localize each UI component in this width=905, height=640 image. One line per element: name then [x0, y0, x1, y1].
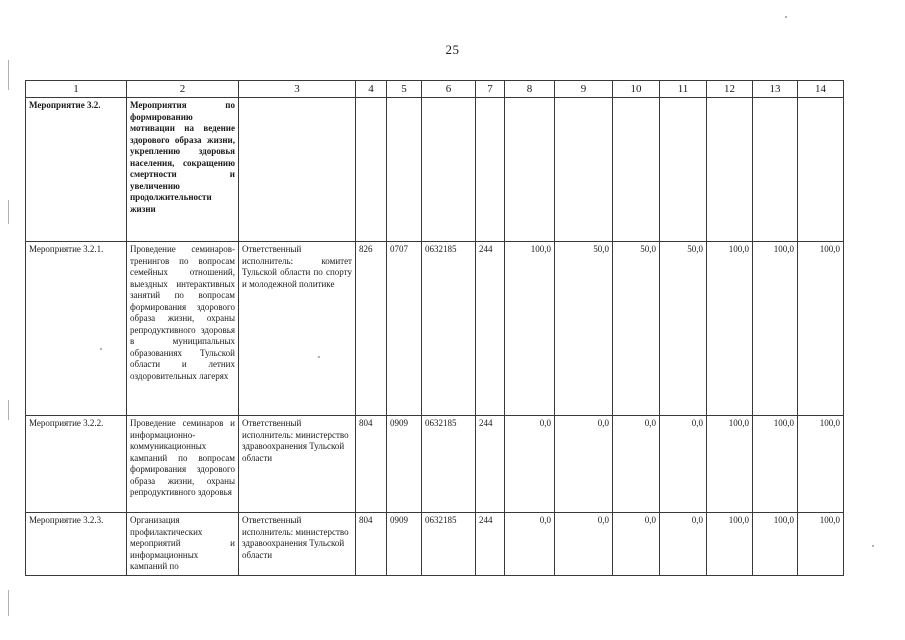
funding-value: 50,0 [660, 242, 707, 416]
activity-id: Мероприятие 3.2.1. [26, 242, 127, 416]
budget-code-ministry [356, 98, 387, 242]
funding-value: 100,0 [505, 242, 555, 416]
budget-code-ministry: 804 [356, 416, 387, 513]
budget-code-expense-type [476, 98, 505, 242]
funding-value [555, 98, 613, 242]
budget-code-section: 0909 [387, 416, 422, 513]
funding-value: 100,0 [798, 242, 844, 416]
funding-value: 50,0 [613, 242, 660, 416]
budget-code-expense-type: 244 [476, 513, 505, 576]
column-header: 12 [707, 81, 753, 98]
table-row [26, 242, 844, 416]
funding-value: 0,0 [505, 416, 555, 513]
budget-code-section: 0909 [387, 513, 422, 576]
scan-edge-mark [8, 200, 9, 224]
funding-value: 0,0 [660, 513, 707, 576]
funding-value [660, 98, 707, 242]
funding-value: 0,0 [555, 513, 613, 576]
column-header: 14 [798, 81, 844, 98]
scan-speck [318, 356, 320, 358]
activity-name: Проведение семинаров-тренингов по вопросам семейных отношений, выездных интерактивных занятий по вопросам формирования здорового образа жизни, охраны репродуктивного здоровья в муниципальных образованиях Тульской области и летних оздоровительных лагерях [127, 242, 239, 416]
funding-value: 0,0 [505, 513, 555, 576]
activity-id: Мероприятие 3.2.2. [26, 416, 127, 513]
column-header: 11 [660, 81, 707, 98]
header-row [26, 81, 844, 98]
activity-executor: Ответственный исполнитель: министерство здравоохранения Тульской области [239, 513, 356, 576]
funding-value: 0,0 [613, 513, 660, 576]
column-header: 10 [613, 81, 660, 98]
scan-speck [785, 16, 787, 18]
budget-code-section: 0707 [387, 242, 422, 416]
activity-executor [239, 98, 356, 242]
column-header: 2 [127, 81, 239, 98]
column-header: 13 [753, 81, 798, 98]
column-header: 3 [239, 81, 356, 98]
funding-value [753, 98, 798, 242]
table-row [26, 98, 844, 242]
scan-speck [872, 545, 874, 547]
funding-value: 0,0 [555, 416, 613, 513]
budget-code-ministry: 804 [356, 513, 387, 576]
scan-speck [100, 348, 102, 350]
funding-value [707, 98, 753, 242]
column-header: 8 [505, 81, 555, 98]
funding-value [798, 98, 844, 242]
activity-name: Организация профилактических мероприятий и информационных кампаний по [127, 513, 239, 576]
column-header: 7 [476, 81, 505, 98]
funding-value: 100,0 [707, 242, 753, 416]
budget-code-target: 0632185 [422, 242, 476, 416]
column-header: 4 [356, 81, 387, 98]
activity-executor: Ответственный исполнитель: комитет Тульской области по спорту и молодежной политике [239, 242, 356, 416]
funding-value: 100,0 [707, 513, 753, 576]
budget-code-section [387, 98, 422, 242]
table-row [26, 513, 844, 576]
funding-value: 100,0 [753, 242, 798, 416]
budget-code-expense-type: 244 [476, 416, 505, 513]
funding-value: 0,0 [660, 416, 707, 513]
activity-name: Мероприятия по формированию мотивации на ведение здорового образа жизни, укреплению здоровья населения, сокращению смертности и увеличению продолжительности жизни [127, 98, 239, 242]
funding-value: 50,0 [555, 242, 613, 416]
budget-code-target: 0632185 [422, 416, 476, 513]
funding-value: 100,0 [798, 513, 844, 576]
funding-value [613, 98, 660, 242]
scan-edge-mark [8, 60, 9, 90]
column-header: 6 [422, 81, 476, 98]
budget-code-ministry: 826 [356, 242, 387, 416]
activity-id: Мероприятие 3.2.3. [26, 513, 127, 576]
scan-edge-mark [8, 400, 9, 420]
activity-executor: Ответственный исполнитель: министерство здравоохранения Тульской области [239, 416, 356, 513]
budget-code-target [422, 98, 476, 242]
activity-id: Мероприятие 3.2. [26, 98, 127, 242]
funding-value: 100,0 [707, 416, 753, 513]
funding-value: 0,0 [613, 416, 660, 513]
scan-edge-mark [8, 590, 9, 616]
budget-code-target: 0632185 [422, 513, 476, 576]
column-header: 5 [387, 81, 422, 98]
funding-value: 100,0 [753, 416, 798, 513]
funding-value: 100,0 [798, 416, 844, 513]
funding-value: 100,0 [753, 513, 798, 576]
activities-table [25, 80, 844, 576]
budget-code-expense-type: 244 [476, 242, 505, 416]
page-number: 25 [445, 42, 460, 57]
activity-name: Проведение семинаров и информационно-коммуникационных кампаний по вопросам формирования здорового образа жизни, охраны репродуктивного здоровья [127, 416, 239, 513]
funding-value [505, 98, 555, 242]
column-header: 9 [555, 81, 613, 98]
table-row [26, 416, 844, 513]
column-header: 1 [26, 81, 127, 98]
